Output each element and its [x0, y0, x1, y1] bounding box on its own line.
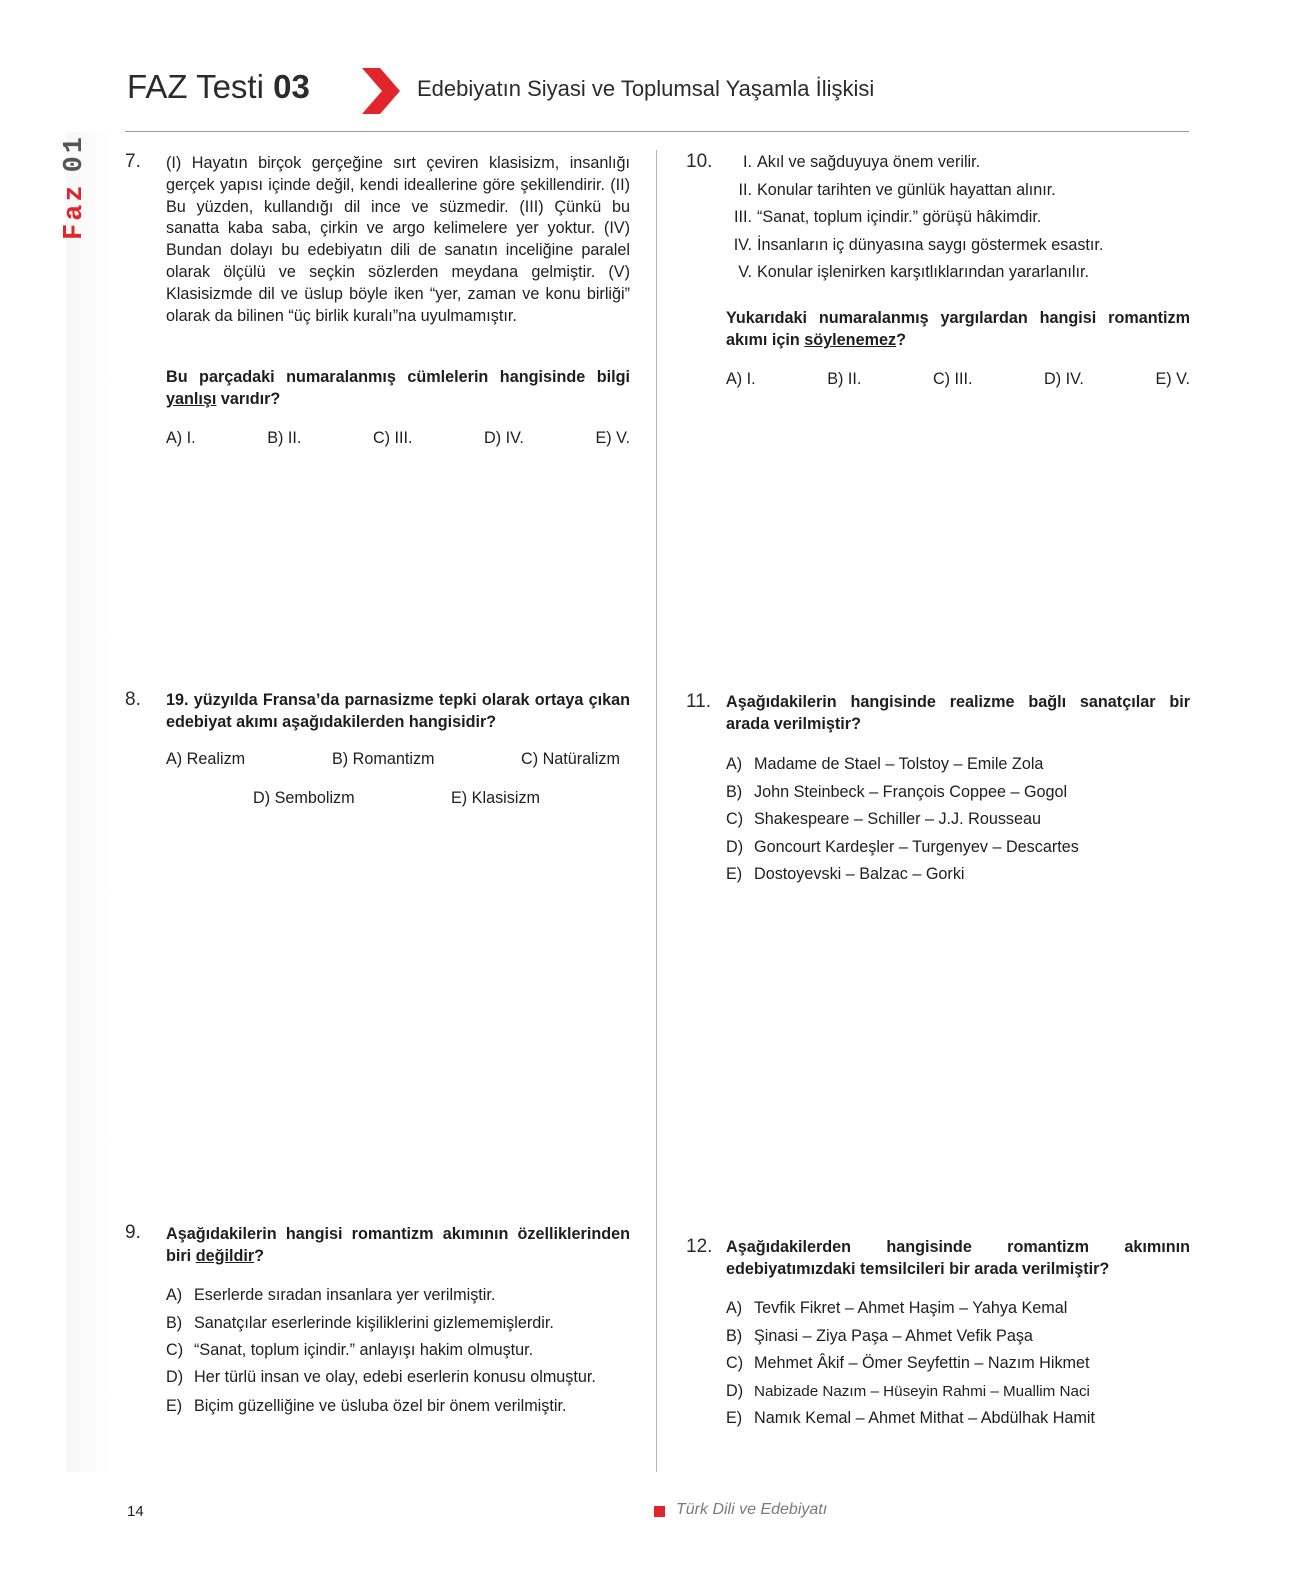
- question-7-passage: (I) Hayatın birçok gerçeğine sırt çeviren klasisizm, insanlığı gerçek yapısı içinde değil, kendi ideallerine göre şekillendirir. (II) Bu yüzden, kullandığı dil ince ve süzmedir. (III) Çünkü bu sanatta kaba saba, çirkin ve argo kelimelere yer yoktur. (IV) Bundan dolayı bu edebiyatın dili de sanatın inceliğine paralel olarak ölçülü ve seçkin sözlerden meydana gelmiştir. (V) Klasisizmde dil ve üslup böyle iken “yer, zaman ve konu birliği” olarak da bilinen “üç birlik kuralı”na uyulmamıştır.: [166, 154, 630, 325]
- question-9-number: 9.: [125, 1222, 141, 1243]
- chevron-right-icon: [362, 68, 400, 114]
- option-b[interactable]: B) Sanatçılar eserlerinde kişiliklerini gizlememişlerdir.: [166, 1313, 554, 1332]
- q9-stem-a: Aşağıdakilerin hangisi romantizm akımının özelliklerinden biri: [166, 1225, 630, 1265]
- title-prefix: FAZ Testi: [127, 68, 264, 105]
- column-divider: [656, 150, 657, 1472]
- option-c[interactable]: C) III.: [372, 429, 413, 447]
- page-number: 14: [127, 1503, 144, 1520]
- option-a[interactable]: A) I.: [726, 370, 756, 388]
- footer-subject: Türk Dili ve Edebiyatı: [676, 1501, 828, 1518]
- option-e[interactable]: E) V.: [1155, 370, 1190, 388]
- title-number: 03: [273, 68, 310, 105]
- side-tab-label: Faz: [60, 182, 90, 240]
- page-subtitle: Edebiyatın Siyasi ve Toplumsal Yaşamla İlişkisi: [417, 76, 875, 101]
- question-10-stem: [726, 308, 1190, 352]
- page-title: [127, 68, 310, 106]
- option-b[interactable]: B) II.: [267, 429, 302, 447]
- q9-stem-b: ?: [254, 1246, 265, 1265]
- q10-stem-a: Yukarıdaki numaralanmış yargılardan hangisi romantizm akımı için: [726, 309, 1190, 349]
- q10-stem-b: ?: [896, 330, 906, 349]
- question-12-number: 12.: [686, 1236, 713, 1257]
- q7-stem-underlined: yanlışı: [166, 389, 217, 408]
- question-9-stem: [166, 1224, 630, 1268]
- option-a[interactable]: A) Tevfik Fikret – Ahmet Haşim – Yahya Kemal: [726, 1299, 1068, 1317]
- header-divider: [125, 131, 1189, 132]
- option-b[interactable]: B) II.: [827, 370, 862, 388]
- side-tab-number: 01: [60, 133, 90, 173]
- option-c[interactable]: C) Mehmet Âkif – Ömer Seyfettin – Nazım Hikmet: [726, 1354, 1090, 1372]
- square-bullet-icon: [654, 1506, 665, 1517]
- statement-4: IV. İnsanların iç dünyasına saygı göstermek esastır.: [733, 235, 1104, 254]
- option-c[interactable]: C) Natüralizm: [521, 750, 620, 768]
- option-c[interactable]: C) “Sanat, toplum içindir.” anlayışı hakim olmuştur.: [166, 1341, 534, 1359]
- q7-stem-b: varıdır?: [220, 389, 281, 408]
- q9-stem-underlined: değildir: [195, 1246, 255, 1265]
- option-e[interactable]: E) V.: [595, 429, 630, 447]
- question-7-stem: [166, 367, 630, 411]
- option-a[interactable]: A) Eserlerde sıradan insanlara yer verilmiştir.: [166, 1286, 496, 1304]
- option-d[interactable]: D) IV.: [1044, 370, 1084, 388]
- question-11-options: [726, 751, 1190, 889]
- question-12-stem: Aşağıdakilerden hangisinde romantizm akımının edebiyatımızdaki temsilcileri bir arada verilmiştir?: [726, 1238, 1190, 1278]
- option-b[interactable]: B) John Steinbeck – François Coppee – Gogol: [726, 782, 1068, 801]
- option-b[interactable]: B) Şinasi – Ziya Paşa – Ahmet Vefik Paşa: [726, 1326, 1033, 1345]
- statement-3: III. “Sanat, toplum içindir.” görüşü hâkimdir.: [734, 208, 1042, 226]
- option-a[interactable]: A) Realizm: [166, 750, 246, 768]
- question-7-number: 7.: [125, 151, 141, 172]
- option-a[interactable]: A) Madame de Stael – Tolstoy – Emile Zola: [726, 755, 1044, 773]
- q7-stem-a: Bu parçadaki numaralanmış cümlelerin hangisinde bilgi: [166, 368, 630, 386]
- question-8-stem: 19. yüzyılda Fransa’da parnasizme tepki olarak ortaya çıkan edebiyat akımı aşağıdakilerden hangisidir?: [166, 691, 630, 731]
- statement-1: I. Akıl ve sağduyuya önem verilir.: [743, 153, 981, 171]
- q10-stem-underlined: söylenemez: [804, 330, 897, 349]
- question-10-number: 10.: [686, 151, 713, 172]
- faz-side-tab: [60, 133, 100, 240]
- side-band: [66, 132, 112, 1472]
- option-c[interactable]: C) Shakespeare – Schiller – J.J. Rousseau: [726, 810, 1042, 828]
- question-11-number: 11.: [686, 691, 712, 712]
- question-10-options: [726, 370, 1190, 389]
- question-10-statements: [716, 149, 1196, 287]
- question-8-number: 8.: [125, 689, 141, 710]
- option-b[interactable]: B) Romantizm: [332, 750, 435, 768]
- option-d[interactable]: D) Her türlü insan ve olay, edebi eserlerin konusu olmuştur.: [166, 1367, 596, 1386]
- option-d[interactable]: D) Goncourt Kardeşler – Turgenyev – Descartes: [726, 837, 1079, 856]
- statement-2: II. Konular tarihten ve günlük hayattan alınır.: [738, 180, 1056, 199]
- option-e[interactable]: E) Biçim güzelliğine ve üsluba özel bir önem verilmiştir.: [166, 1397, 567, 1416]
- option-d[interactable]: D) Nabizade Nazım – Hüseyin Rahmi – Muallim Naci: [726, 1381, 1090, 1400]
- statement-5: V. Konular işlenirken karşıtlıklarından yararlanılır.: [738, 263, 1089, 281]
- option-e[interactable]: E) Namık Kemal – Ahmet Mithat – Abdülhak Hamit: [726, 1409, 1095, 1427]
- option-a[interactable]: A) I.: [166, 429, 196, 447]
- option-d[interactable]: D) Sembolizm: [253, 789, 355, 807]
- option-e[interactable]: E) Dostoyevski – Balzac – Gorki: [726, 865, 965, 883]
- question-7-options: [166, 429, 630, 448]
- option-c[interactable]: C) III.: [932, 370, 973, 388]
- question-9-options: [166, 1282, 630, 1421]
- question-11-stem: Aşağıdakilerin hangisinde realizme bağlı sanatçılar bir arada verilmiştir?: [726, 693, 1190, 733]
- option-e[interactable]: E) Klasisizm: [451, 789, 541, 807]
- option-d[interactable]: D) IV.: [484, 429, 524, 447]
- question-12-options: [726, 1295, 1190, 1433]
